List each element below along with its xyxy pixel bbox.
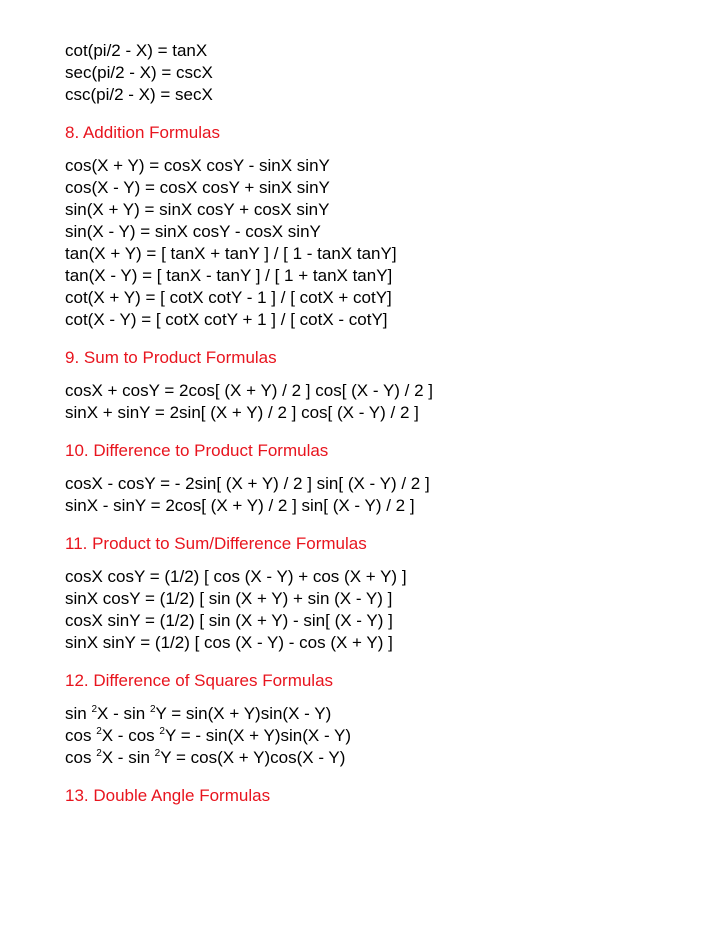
formula-line: sin(X - Y) = sinX cosY - cosX sinY (65, 222, 321, 241)
formula-line: csc(pi/2 - X) = secX (65, 85, 213, 104)
formula-text: cos (65, 726, 97, 745)
formula-text: Y = cos(X + Y)cos(X - Y) (160, 748, 346, 767)
formula-line: tan(X - Y) = [ tanX - tanY ] / [ 1 + tanX tanY] (65, 266, 393, 285)
formula-line: cot(X - Y) = [ cotX cotY + 1 ] / [ cotX - cotY] (65, 310, 388, 329)
formula-line: sinX - sinY = 2cos[ (X + Y) / 2 ] sin[ (X - Y) / 2 ] (65, 496, 415, 515)
exponent: 2 (149, 704, 156, 715)
section-sum-to-product (65, 347, 705, 424)
exponent: 2 (159, 726, 165, 737)
formula-line: cot(X + Y) = [ cotX cotY - 1 ] / [ cotX + cotY] (65, 288, 392, 307)
formula-line (65, 747, 705, 769)
formula-text: X - sin (101, 748, 155, 767)
formula-text: sin (65, 704, 92, 723)
section-heading: 10. Difference to Product Formulas (65, 441, 329, 460)
formula-line: sec(pi/2 - X) = cscX (65, 63, 213, 82)
formula-text: Y = sin(X + Y)sin(X - Y) (155, 704, 332, 723)
document-page (65, 40, 705, 807)
section-double-angle (65, 785, 705, 807)
section-heading: 9. Sum to Product Formulas (65, 348, 277, 367)
section-heading: 13. Double Angle Formulas (65, 786, 271, 805)
exponent: 2 (96, 726, 102, 737)
formula-line: sinX + sinY = 2sin[ (X + Y) / 2 ] cos[ (X - Y) / 2 ] (65, 403, 419, 422)
formula-line (65, 703, 705, 725)
section-difference-to-product (65, 440, 705, 517)
formula-text: cos (65, 748, 97, 767)
section-product-to-sum-difference (65, 533, 705, 654)
formula-line: cos(X + Y) = cosX cosY - sinX sinY (65, 156, 330, 175)
formula-line: cot(pi/2 - X) = tanX (65, 41, 208, 60)
section-heading: 12. Difference of Squares Formulas (65, 671, 334, 690)
formula-line: sin(X + Y) = sinX cosY + cosX sinY (65, 200, 330, 219)
formula-line: sinX cosY = (1/2) [ sin (X + Y) + sin (X - Y) ] (65, 589, 393, 608)
cofunction-block (65, 40, 705, 106)
formula-line: cosX - cosY = - 2sin[ (X + Y) / 2 ] sin[ (X - Y) / 2 ] (65, 474, 430, 493)
section-heading: 11. Product to Sum/Difference Formulas (65, 534, 367, 553)
formula-line: cosX cosY = (1/2) [ cos (X - Y) + cos (X + Y) ] (65, 567, 407, 586)
formula-text: Y = - sin(X + Y)sin(X - Y) (164, 726, 352, 745)
formula-line: cos(X - Y) = cosX cosY + sinX sinY (65, 178, 330, 197)
formula-line: sinX sinY = (1/2) [ cos (X - Y) - cos (X + Y) ] (65, 633, 393, 652)
formula-line: cosX sinY = (1/2) [ sin (X + Y) - sin[ (X - Y) ] (65, 611, 393, 630)
section-heading: 8. Addition Formulas (65, 123, 220, 142)
formula-text: X - cos (101, 726, 160, 745)
exponent: 2 (91, 704, 98, 715)
exponent: 2 (96, 748, 102, 759)
section-difference-of-squares (65, 670, 705, 769)
formula-text: X - sin (97, 704, 150, 723)
section-addition-formulas (65, 122, 705, 331)
formula-line: tan(X + Y) = [ tanX + tanY ] / [ 1 - tanX tanY] (65, 244, 397, 263)
exponent: 2 (154, 748, 161, 759)
formula-line (65, 725, 705, 747)
formula-line: cosX + cosY = 2cos[ (X + Y) / 2 ] cos[ (X - Y) / 2 ] (65, 381, 434, 400)
